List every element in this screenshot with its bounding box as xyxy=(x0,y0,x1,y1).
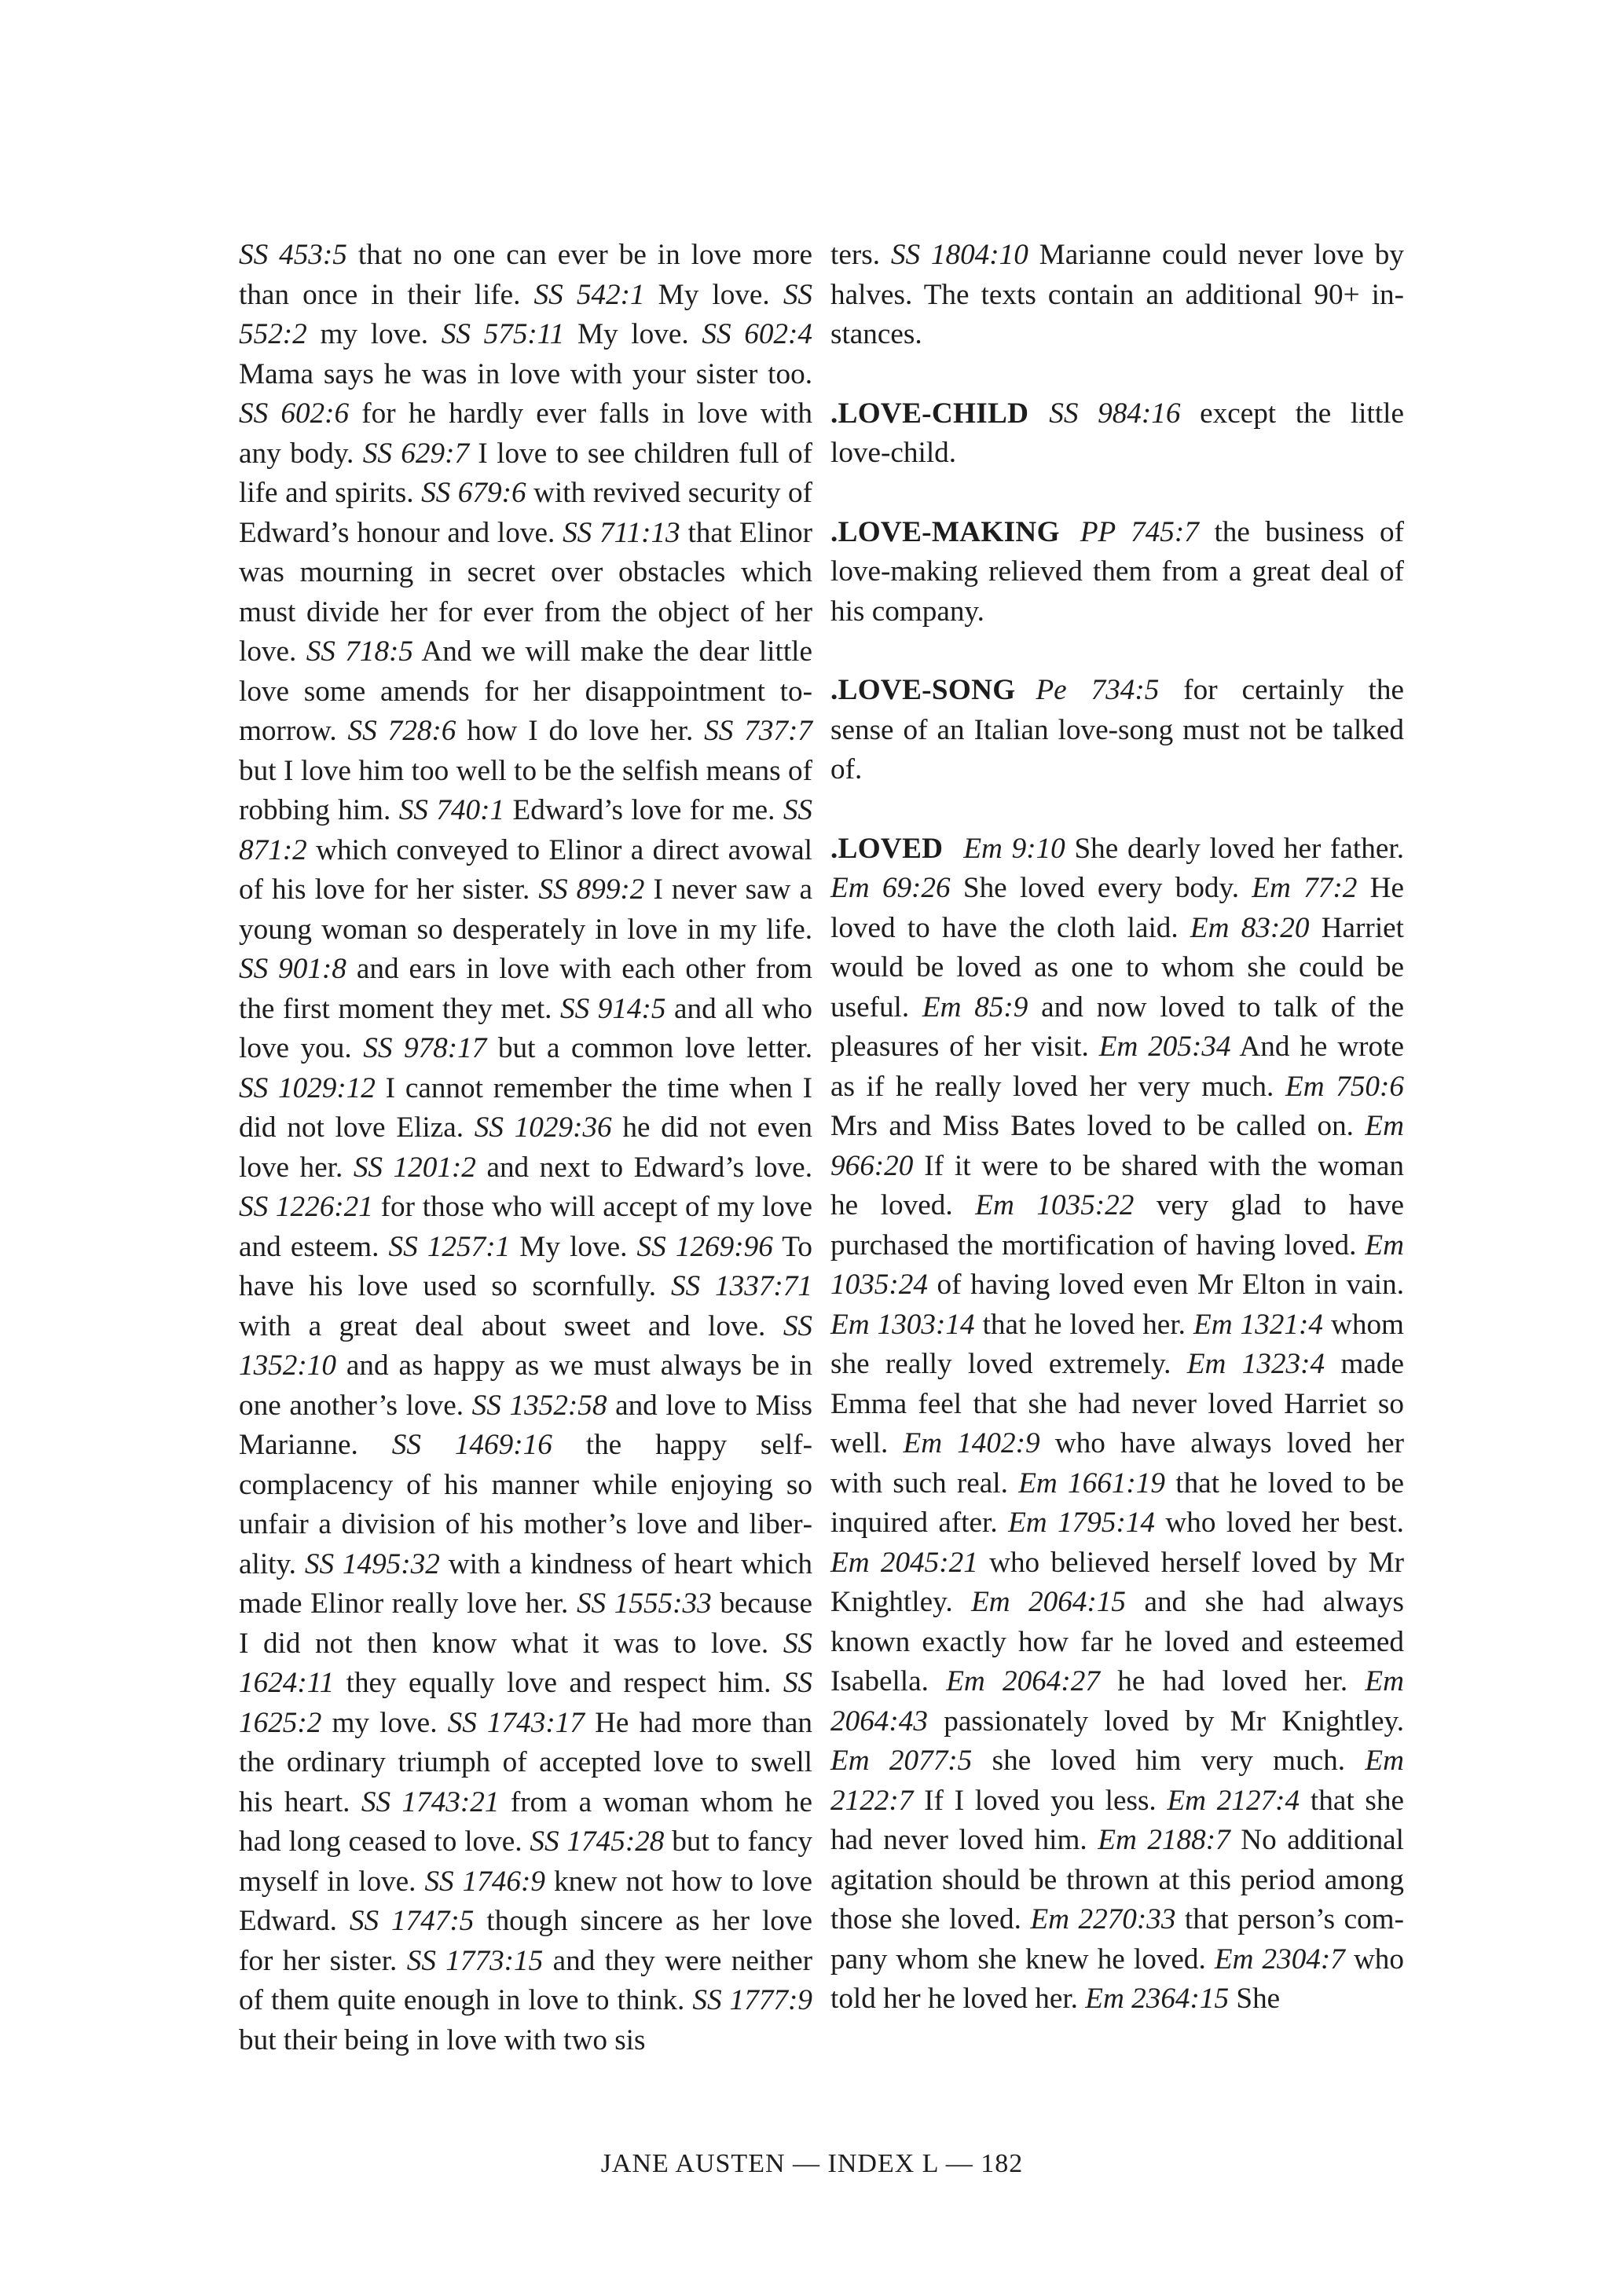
citation-text: how I do love her. xyxy=(456,715,705,747)
citation-text: with a kindness of heart which made Elinor really love her. xyxy=(239,1547,812,1620)
citation-ref: SS 1746:9 xyxy=(424,1865,545,1898)
citation-text: that she had never loved him. xyxy=(830,1784,1404,1856)
citation-ref: SS 1747:5 xyxy=(349,1905,475,1937)
right-column xyxy=(830,236,1404,2020)
citation-ref: SS 901:8 xyxy=(239,953,346,985)
citation-ref: PP 745:7 xyxy=(1080,515,1199,548)
citation-ref: Em 1661:19 xyxy=(1018,1467,1165,1500)
citation-text: with a great deal about sweet and love. xyxy=(239,1309,783,1342)
citation-text: the business of love-making relieved them from a great deal of his company. xyxy=(830,515,1404,628)
index-entry xyxy=(830,513,1404,632)
citation-text: who told her he loved her. xyxy=(830,1943,1404,2015)
citation-text: he did not even love her. xyxy=(239,1111,812,1184)
citation-text: whom she really loved extremely. xyxy=(830,1308,1404,1380)
citation-ref: SS 1226:21 xyxy=(239,1191,373,1223)
citation-text: my love. xyxy=(321,1706,448,1739)
citation-ref: SS 740:1 xyxy=(398,794,505,826)
citation-ref: Em 2064:15 xyxy=(971,1586,1127,1618)
citation-text: I love to see children full of life and spirits. xyxy=(239,437,812,509)
citation-text: My love. xyxy=(510,1230,637,1263)
citation-text: Marianne could never love by halves. The texts contain an additional 90+ instances. xyxy=(830,239,1404,350)
citation-ref: Em 1035:24 xyxy=(830,1229,1404,1301)
citation-ref: Em 83:20 xyxy=(1190,911,1310,944)
citation-ref: Em 2188:7 xyxy=(1098,1824,1230,1856)
citation-ref: SS 899:2 xyxy=(538,873,645,906)
citation-ref: SS 552:2 xyxy=(239,278,812,350)
citation-ref: Em 69:26 xyxy=(830,872,951,904)
citation-ref: SS 1495:32 xyxy=(304,1547,440,1580)
citation-ref: SS 1269:96 xyxy=(636,1230,773,1263)
citation-text: She xyxy=(1229,1983,1281,2015)
citation-text: but to fancy myself in love. xyxy=(239,1825,812,1898)
citation-text: and they were neither of them quite enough in love to think. xyxy=(239,1944,812,2016)
citation-ref: Em 2122:7 xyxy=(830,1745,1404,1817)
citation-text: Edward’s love for me. xyxy=(504,794,783,826)
citation-text: She loved every body. xyxy=(950,872,1252,904)
citation-ref: SS 1352:58 xyxy=(471,1389,607,1422)
citation-ref: SS 1029:12 xyxy=(239,1071,376,1104)
entry-headword: .LOVE-MAKING xyxy=(830,515,1060,548)
citation-text: but I love him too well to be the selfish means of robbing him. xyxy=(239,754,812,826)
citation-text: for he hardly ever falls in love with any body. xyxy=(239,397,812,470)
citation-ref: SS 1743:21 xyxy=(361,1785,500,1818)
citation-text: If it were to be shared with the woman he loved. xyxy=(830,1149,1404,1221)
citation-ref: Em 2304:7 xyxy=(1214,1943,1345,1976)
citation-ref: Em 1321:4 xyxy=(1193,1308,1323,1341)
citation-text: Harriet would be loved as one to whom she could be useful. xyxy=(830,911,1404,1023)
citation-ref: SS 1624:11 xyxy=(239,1627,812,1699)
citation-text: I never saw a young woman so desperately in love in my life. xyxy=(239,873,812,946)
citation-ref: Em 2270:33 xyxy=(1030,1903,1176,1935)
citation-text: and love to Miss Marianne. xyxy=(239,1389,812,1461)
entry-headword: .LOVE-CHILD xyxy=(830,397,1029,430)
index-entry xyxy=(830,394,1404,474)
index-entry xyxy=(830,671,1404,790)
citation-text: that no one can ever be in love more than once in their life. xyxy=(239,239,812,311)
citation-ref: SS 602:4 xyxy=(702,318,812,350)
citation-ref: Em 1035:22 xyxy=(975,1189,1135,1221)
citation-text: they equally love and respect him. xyxy=(334,1667,783,1699)
citation-ref: SS 1555:33 xyxy=(576,1587,712,1620)
citation-ref: SS 1469:16 xyxy=(391,1429,552,1461)
citation-text: If I loved you less. xyxy=(913,1784,1168,1817)
citation-ref: SS 978:17 xyxy=(363,1032,487,1064)
citation-text: And he wrote as if he really loved her very much. xyxy=(830,1031,1404,1103)
citation-ref: SS 542:1 xyxy=(533,278,645,311)
citation-ref: SS 453:5 xyxy=(239,239,347,271)
citation-text: but a common love letter. xyxy=(486,1032,812,1064)
citation-text: Mrs and Miss Bates loved to be called on. xyxy=(830,1110,1366,1142)
citation-text: of having loved even Mr Elton in vain. xyxy=(927,1269,1404,1301)
citation-ref: SS 1743:17 xyxy=(447,1706,585,1739)
citation-text: and all who love you. xyxy=(239,992,813,1064)
citation-text: my love. xyxy=(306,318,442,350)
citation-text: very glad to have purchased the mortification of having loved. xyxy=(830,1189,1404,1262)
citation-ref: Em 1323:4 xyxy=(1186,1348,1325,1380)
citation-ref: SS 1201:2 xyxy=(353,1151,476,1184)
citation-ref: Em 2127:4 xyxy=(1167,1784,1300,1817)
citation-text: though sincere as her love for her sister. xyxy=(239,1905,813,1977)
index-entry xyxy=(830,236,1404,355)
citation-text: she loved him very much. xyxy=(972,1745,1366,1777)
citation-text: that person’s company whom she knew he loved. xyxy=(830,1903,1405,1976)
index-entry xyxy=(239,236,812,2060)
citation-ref: SS 1804:10 xyxy=(890,239,1028,271)
citation-ref: Em 77:2 xyxy=(1252,872,1358,904)
citation-text: No additional agitation should be thrown at this period among those she loved. xyxy=(830,1824,1404,1935)
entry-headword: .LOVE-SONG xyxy=(830,674,1016,706)
citation-ref: SS 711:13 xyxy=(563,516,680,549)
citation-ref: SS 1773:15 xyxy=(406,1944,544,1977)
citation-text: and ears in love with each other from the first moment they met. xyxy=(239,953,812,1025)
page-footer: JANE AUSTEN — INDEX L — 182 xyxy=(600,2149,1024,2178)
citation-text: and next to Edward’s love. xyxy=(475,1151,812,1184)
citation-text: for certainly the sense of an Italian love-song must not be talked of. xyxy=(830,674,1404,785)
citation-ref: SS 602:6 xyxy=(239,397,350,430)
citation-text: who have always loved her with such real. xyxy=(830,1427,1404,1500)
citation-ref: Em 2077:5 xyxy=(830,1745,973,1777)
citation-text: and as happy as we must always be in one another’s love. xyxy=(239,1349,812,1422)
citation-text: Mama says he was in love with your sister too. xyxy=(239,357,812,390)
citation-text: knew not how to love Edward. xyxy=(239,1865,813,1937)
citation-text: he had loved her. xyxy=(1099,1665,1366,1697)
citation-text: the happy self-complacency of his manner while enjoying so unfair a division of his mother’s love and liberality. xyxy=(239,1429,812,1580)
citation-ref: SS 1257:1 xyxy=(388,1230,511,1263)
entry-headword: .LOVED xyxy=(830,832,944,865)
citation-ref: SS 1745:28 xyxy=(530,1825,665,1858)
citation-text: He had more than the ordinary triumph of accepted love to swell his heart. xyxy=(239,1706,812,1818)
citation-ref: Em 85:9 xyxy=(922,991,1028,1023)
citation-ref: SS 914:5 xyxy=(560,992,666,1025)
citation-text: because I did not then know what it was to love. xyxy=(239,1587,812,1660)
citation-ref: Em 1303:14 xyxy=(830,1308,975,1341)
citation-text: except the little love-child. xyxy=(830,397,1404,469)
citation-ref: SS 575:11 xyxy=(441,318,565,350)
citation-ref: Pe 734:5 xyxy=(1036,674,1160,706)
citation-text: He loved to have the cloth laid. xyxy=(830,872,1404,944)
citation-ref: SS 679:6 xyxy=(421,477,526,509)
citation-ref: Em 1795:14 xyxy=(1008,1507,1156,1539)
citation-text: ters. xyxy=(830,239,891,271)
citation-ref: SS 1337:71 xyxy=(670,1270,812,1302)
citation-text: made Emma feel that she had never loved Harriet so well. xyxy=(830,1348,1404,1459)
citation-ref: Em 205:34 xyxy=(1098,1031,1231,1063)
citation-ref: SS 718:5 xyxy=(306,635,414,668)
citation-ref: SS 1777:9 xyxy=(692,1984,812,2016)
citation-ref: SS 728:6 xyxy=(347,715,456,747)
citation-text: To have his love used so scornfully. xyxy=(239,1230,812,1302)
citation-text: that Elinor was mourning in secret over obstacles which must divide her for ever from the object of her love. xyxy=(239,516,812,668)
citation-ref: SS 737:7 xyxy=(704,715,813,747)
citation-ref: Em 9:10 xyxy=(963,832,1065,865)
citation-text: that he loved to be inquired after. xyxy=(830,1467,1404,1539)
citation-text: but their being in love with two sis xyxy=(239,2023,646,2056)
citation-text: My love. xyxy=(564,318,702,350)
citation-ref: Em 2064:43 xyxy=(830,1665,1404,1738)
citation-text: with revived security of Edward’s honour and love. xyxy=(239,477,812,549)
citation-ref: Em 750:6 xyxy=(1285,1070,1404,1103)
citation-ref: SS 629:7 xyxy=(362,437,470,470)
citation-text: from a woman whom he had long ceased to love. xyxy=(239,1785,812,1858)
citation-text: My love. xyxy=(644,278,783,311)
citation-ref: Em 966:20 xyxy=(830,1110,1404,1182)
citation-ref: Em 1402:9 xyxy=(903,1427,1040,1459)
citation-text: And we will make the dear little love some amends for her disappointment to-morrow. xyxy=(239,635,812,747)
index-entry xyxy=(830,829,1404,2020)
citation-text: who loved her best. xyxy=(1155,1507,1404,1539)
citation-ref: Em 2364:15 xyxy=(1085,1983,1230,2015)
citation-ref: SS 1625:2 xyxy=(239,1667,812,1739)
citation-ref: SS 1029:36 xyxy=(474,1111,612,1144)
citation-text: passionately loved by Mr Knightley. xyxy=(927,1705,1404,1738)
citation-ref: SS 984:16 xyxy=(1049,397,1181,430)
citation-ref: SS 871:2 xyxy=(239,794,812,866)
citation-text: and she had always known exactly how far he loved and esteemed Isabella. xyxy=(830,1586,1404,1697)
citation-text: for those who will accept of my love and esteem. xyxy=(239,1191,812,1263)
citation-text: that he loved her. xyxy=(974,1308,1193,1341)
citation-ref: SS 1352:10 xyxy=(239,1309,812,1382)
citation-text: and now loved to talk of the pleasures of her visit. xyxy=(830,991,1404,1063)
citation-ref: Em 2045:21 xyxy=(830,1546,978,1579)
left-column xyxy=(239,236,812,2060)
citation-text: who believed herself loved by Mr Knightley. xyxy=(830,1546,1404,1618)
citation-text: She dearly loved her father. xyxy=(1065,832,1404,865)
citation-ref: Em 2064:27 xyxy=(946,1665,1100,1697)
citation-text: which conveyed to Elinor a direct avowal of his love for her sister. xyxy=(239,833,812,906)
citation-text: I cannot remember the time when I did not love Eliza. xyxy=(239,1071,812,1144)
